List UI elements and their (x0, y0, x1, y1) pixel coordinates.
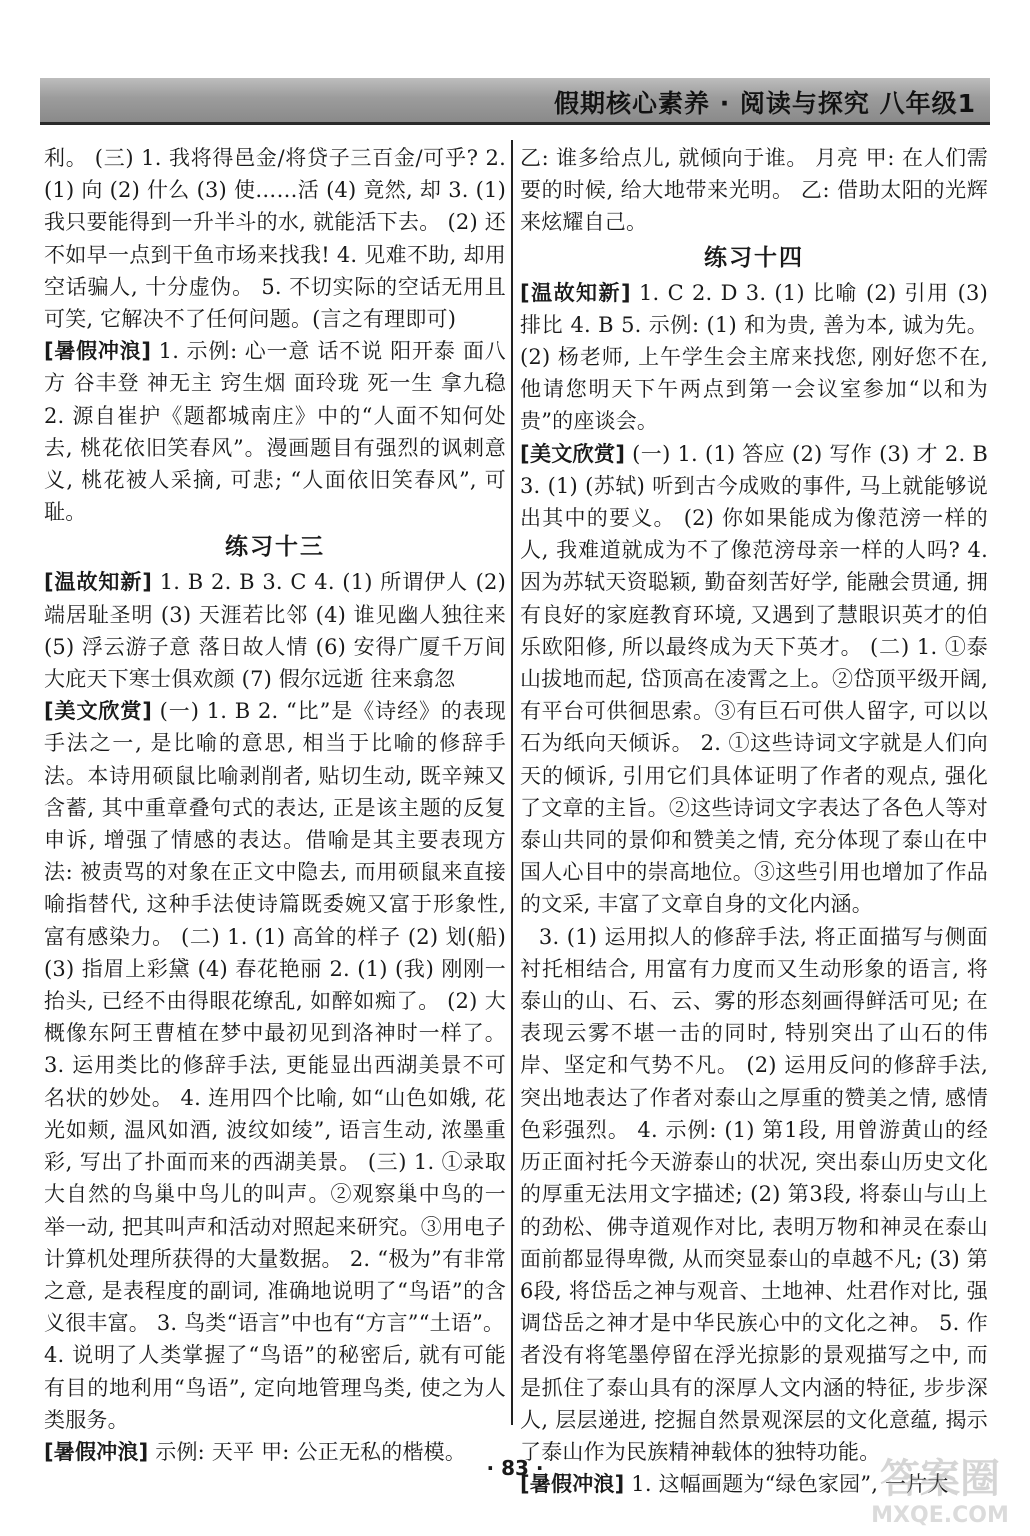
watermark-url: MXQE.COM (871, 1503, 1009, 1528)
answer-paragraph (44, 566, 506, 695)
section-tag: [暑假冲浪] (44, 1439, 149, 1464)
column-divider (511, 140, 513, 1425)
answer-text: 1. B 2. B 3. C 4. (1) 所谓伊人 (2) 端居耻圣明 (3) 天涯若比邻 (4) 谁见幽人独往来 (5) 浮云游子意 落日故人情 (6) 安得广厦千万间 大庇天下寒士俱欢颜 (7) 假尔远逝 往来翕忽 (44, 570, 506, 692)
answer-text: 1. 这幅画题为“绿色家园”, 一片大 (624, 1472, 949, 1497)
exercise-heading: 练习十三 (225, 534, 325, 561)
answer-paragraph (44, 335, 506, 528)
answer-text: 示例: 天平 甲: 公正无私的楷模。 (148, 1439, 467, 1464)
watermark-logo (860, 1446, 1020, 1528)
answer-text: 1. C 2. D 3. (1) 比喻 (2) 引用 (3) 排比 4. B 5. 示例: (1) 和为贵, 善为本, 诚为先。 (2) 杨老师, 上午学生会主席来找您, 刚好您不在, 他请您明天下午两点到第一会议室参加“以和为贵”的座谈会。 (520, 280, 988, 434)
answer-paragraph: 乙: 谁多给点儿, 就倾向于谁。 月亮 甲: 在人们需要的时候, 给大地带来光明。 乙: 借助太阳的光辉来炫耀自己。 (520, 146, 988, 235)
section-tag: [美文欣赏] (520, 441, 626, 466)
left-column (44, 142, 506, 1464)
section-tag: [暑假冲浪] (520, 1472, 625, 1497)
answer-paragraph (44, 695, 506, 1339)
watermark-text: 答案圈 (880, 1456, 1000, 1502)
section-tag: [暑假冲浪] (44, 339, 152, 364)
section-tag: [温故知新] (520, 280, 631, 305)
answer-text: (一) 1. B 2. “比”是《诗经》的表现手法之一, 是比喻的意思, 相当于比喻的修辞手法。本诗用硕鼠比喻剥削者, 贴切生动, 既辛辣又含蓄, 其中重章叠句式的表达, 正是该主题的反复申诉, 增强了情感的表达。借喻是其主要表现方法: 被责骂的对象在正文中隐去, 而用硕鼠来直接喻指替代, 这种手法使诗篇既委婉又富于形象性, 富有感染力。 (二) 1. (1) 高耸的样子 (2) 划(船) (3) 指眉上彩黛 (4) 春花艳丽 2. (1) (我) 刚刚一抬头, 已经不由得眼花缭乱, 如醉如痴了。 (2) 大概像东阿王曹植在梦中最初见到洛神时一样了。 3. 运用类比的修辞手法, 更能显出西湖美景不可名状的妙处。 4. 连用四个比喻, 如“山色如娥, 花光如颊, 温风如酒, 波纹如绫”, 语言生动, 浓墨重彩, 写出了扑面而来的西湖美景。 (三) 1. ①录取大自然的鸟巢中鸟儿的叫声。②观察巢中鸟的一举一动, 把其叫声和活动对照起来研究。③用电子计算机处理所获得的大量数据。 2. “极为”有非常之意, 是表程度的副词, 准确地说明了“鸟语”的含义很丰富。 3. 鸟类“语言”中也有“方言”“土语”。 (44, 699, 506, 1336)
answer-paragraph (520, 438, 988, 921)
answer-paragraph: 3. (1) 运用拟人的修辞手法, 将正面描写与侧面衬托相结合, 用富有力度而又生动形象的语言, 将泰山的山、石、云、雾的形态刻画得鲜活可见; 在表现云雾不堪一击的同时, 特别突出了山石的伟岸、坚定和气势不凡。 (2) 运用反问的修辞手法, 突出地表达了作者对泰山之厚重的赞美之情, 感情色彩强烈。 4. 示例: (1) 第1段, 用曾游黄山的经历正面衬托今天游泰山的状况, 突出泰山历史文化的厚重无法用文字描述; (2) 第3段, 将泰山与山上的劲松、佛寺道观作对比, 表明万物和神灵在泰山面前都显得卑微, 从而突显泰山的卓越不凡; (3) 第6段, 将岱岳之神与观音、土地神、灶君作对比, 强调岱岳之神才是中华民族心中的文化之神。 5. 作者没有将笔墨停留在浮光掠影的景观描写之中, 而是抓住了泰山具有的深厚人文内涵的特征, 步步深人, 层层递进, 挖掘自然景观深层的文化意蕴, 揭示了泰山作为民族精神载体的独特功能。 (520, 924, 988, 1464)
answer-text: (一) 1. (1) 答应 (2) 写作 (3) 才 2. B 3. (1) (苏轼) 听到古今成败的事件, 马上就能够说出其中的要义。 (2) 你如果能成为像范滂一样的人, 我难道就成为不了像范滂母亲一样的人吗? 4. 因为苏轼天资聪颖, 勤奋刻苦好学, 能融会贯通, 拥有良好的家庭教育环境, 又遇到了慧眼识英才的伯乐欧阳修, 所以最终成为天下英才。 (二) 1. ①泰山拔地而起, 岱顶高在凌霄之上。②岱顶平级开阔, 有平台可供徊思索。③有巨石可供人留字, 可以以石为纸向天倾诉。 2. ①这些诗词文字就是人们向天的倾诉, 引用它们具体证明了作者的观点, 强化了文章的主旨。②这些诗词文字表达了各色人等对泰山共同的景仰和赞美之情, 充分体现了泰山在中国人心目中的崇高地位。③这些引用也增加了作品的文采, 丰富了文章自身的文化内涵。 (520, 441, 988, 917)
page-header (40, 78, 990, 125)
page-number: · 83 · (486, 1456, 544, 1480)
exercise-heading: 练习十四 (704, 244, 804, 271)
answer-paragraph: 4. 说明了人类掌握了“鸟语”的秘密后, 就有可能有目的地利用“鸟语”, 定向地管理鸟类, 使之为人类服务。 (44, 1343, 506, 1432)
section-tag: [温故知新] (44, 570, 153, 595)
answer-text: 1. 示例: 心一意 话不说 阳开泰 面八方 谷丰登 神无主 窍生烟 面玲珑 死一生 拿九稳 2. 源自崔护《题都城南庄》中的“人面不知何处去, 桃花依旧笑春风”。漫画题目有强烈的讽刺意义, 桃花被人采摘, 可悲; “人面依旧笑春风”, 可耻。 (44, 339, 506, 525)
section-tag: [美文欣赏] (44, 699, 153, 724)
answer-paragraph (520, 277, 988, 438)
header-title: 假期核心素养 · 阅读与探究 八年级1 (553, 89, 976, 118)
answer-paragraph: 利。 (三) 1. 我将得邑金/将贷子三百金/可乎? 2. (1) 向 (2) 什么 (3) 使……活 (4) 竟然, 却 3. (1) 我只要能得到一升半斗的水, 就能活下去。 (2) 还不如早一点到干鱼市场来找我! 4. 见难不助, 却用空话骗人, 十分虚伪。 5. 不切实际的空话无用且可笑, 它解决不了任何问题。(言之有理即可) (44, 146, 506, 332)
